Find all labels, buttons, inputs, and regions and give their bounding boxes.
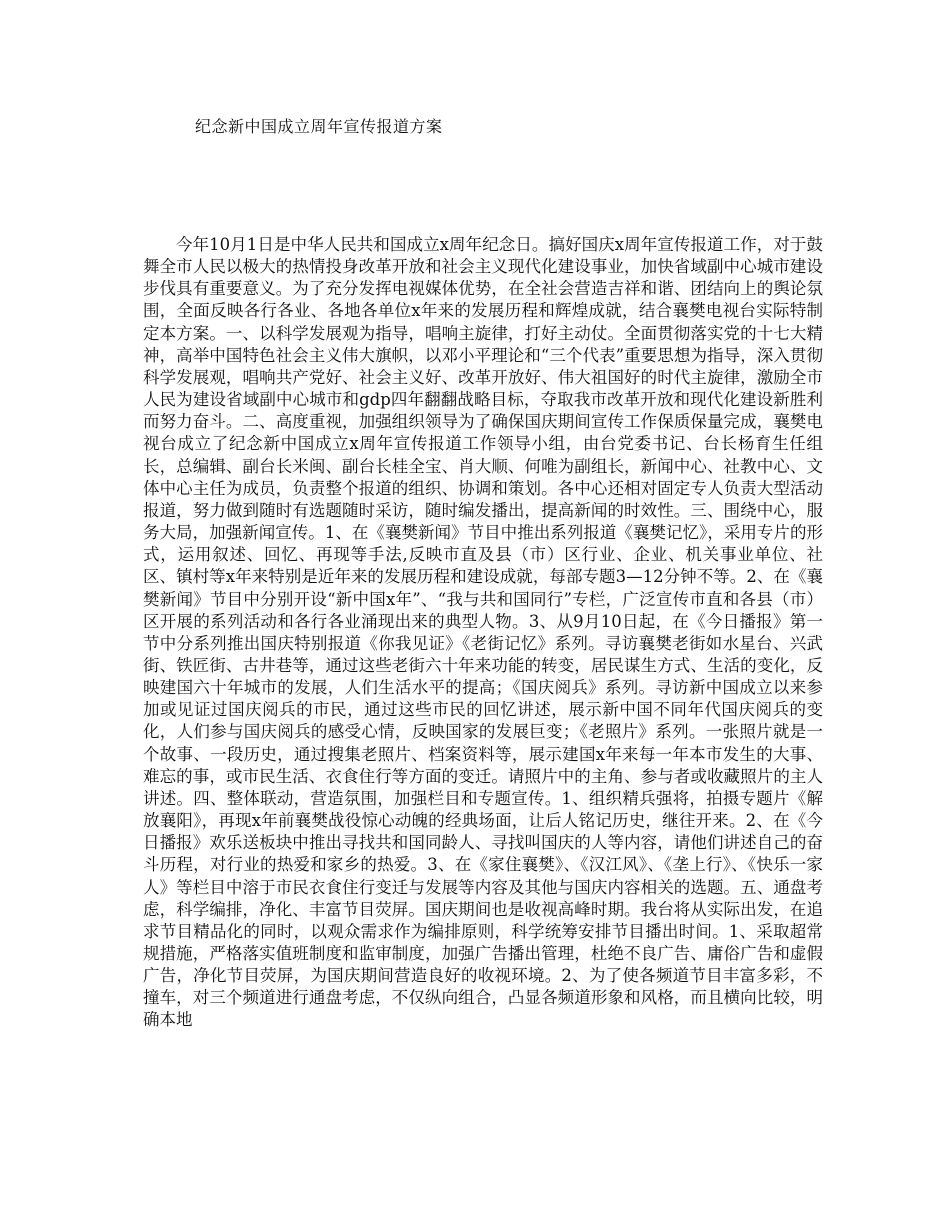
document-body-paragraph: 今年10月1日是中华人民共和国成立x周年纪念日。搞好国庆x周年宣传报道工作，对于鼓舞全市人民以极大的热情投身改革开放和社会主义现代化建设事业，加快省域副中心城市建设步伐具有重要意义。为了充分发挥电视媒体优势，在全社会营造吉祥和谐、团结向上的舆论氛围，全面反映各行各业、各地各单位x年来的发展历程和辉煌成就，结合襄樊电视台实际特制定本方案。一、以科学发展观为指导，唱响主旋律，打好主动仗。全面贯彻落实党的十七大精神，高举中国特色社会主义伟大旗帜，以邓小平理论和“三个代表”重要思想为指导，深入贯彻科学发展观，唱响共产党好、社会主义好、改革开放好、伟大祖国好的时代主旋律，激励全市人民为建设省域副中心城市和gdp四年翻翻战略目标，夺取我市改革开放和现代化建设新胜利而努力奋斗。二、高度重视，加强组织领导为了确保国庆期间宣传工作保质保量完成，襄樊电视台成立了纪念新中国成立x周年宣传报道工作领导小组，由台党委书记、台长杨育生任组长，总编辑、副台长米闽、副台长桂全宝、肖大顺、何唯为副组长，新闻中心、社教中心、文体中心主任为成员，负责整个报道的组织、协调和策划。各中心还相对固定专人负责大型活动报道，努力做到随时有选题随时采访，随时编发播出，提高新闻的时效性。三、围绕中心，服务大局，加强新闻宣传。1、在《襄樊新闻》节目中推出系列报道《襄樊记忆》，采用专片的形式，运用叙述、回忆、再现等手法,反映市直及县（市）区行业、企业、机关事业单位、社区、镇村等x年来特别是近年来的发展历程和建设成就，每部专题3—12分钟不等。2、在《襄樊新闻》节目中分别开设“新中国x年”、“我与共和国同行”专栏，广泛宣传市直和各县（市）区开展的系列活动和各行各业涌现出来的典型人物。3、从9月10日起，在《今日播报》第一节中分系列推出国庆特别报道《你我见证》《老街记忆》系列。寻访襄樊老街如水星台、兴武街、铁匠街、古井巷等，通过这些老街六十年来功能的转变，居民谋生方式、生活的变化，反映建国六十年城市的发展，人们生活水平的提高；《国庆阅兵》系列。寻访新中国成立以来参加或见证过国庆阅兵的市民，通过这些市民的回忆讲述，展示新中国不同年代国庆阅兵的变化，人们参与国庆阅兵的感受心情，反映国家的发展巨变；《老照片》系列。一张照片就是一个故事、一段历史，通过搜集老照片、档案资料等，展示建国x年来每一年本市发生的大事、难忘的事，或市民生活、衣食住行等方面的变迁。请照片中的主角、参与者或收藏照片的主人讲述。四、整体联动，营造氛围，加强栏目和专题宣传。1、组织精兵强将，拍摄专题片《解放襄阳》，再现x年前襄樊战役惊心动魄的经典场面，让后人铭记历史，继往开来。2、在《今日播报》欢乐送板块中推出寻找共和国同龄人、寻找叫国庆的人等内容，请他们讲述自己的奋斗历程，对行业的热爱和家乡的热爱。3、在《家住襄樊》、《汉江风》、《垄上行》、《快乐一家人》等栏目中溶于市民衣食住行变迁与发展等内容及其他与国庆内容相关的选题。五、通盘考虑，科学编排，净化、丰富节目荧屏。国庆期间也是收视高峰时期。我台将从实际出发，在追求节目精品化的同时，以观众需求作为编排原则，科学统筹安排节目播出时间。1、采取超常规措施，严格落实值班制度和监审制度，加强广告播出管理，杜绝不良广告、庸俗广告和虚假广告，净化节目荧屏，为国庆期间营造良好的收视环境。2、为了使各频道节目丰富多彩，不撞车，对三个频道进行通盘考虑，不仅纵向组合，凸显各频道形象和风格，而且横向比较，明确本地 xyxy=(143,235,823,1030)
document-title: 纪念新中国成立周年宣传报道方案 xyxy=(195,117,443,136)
